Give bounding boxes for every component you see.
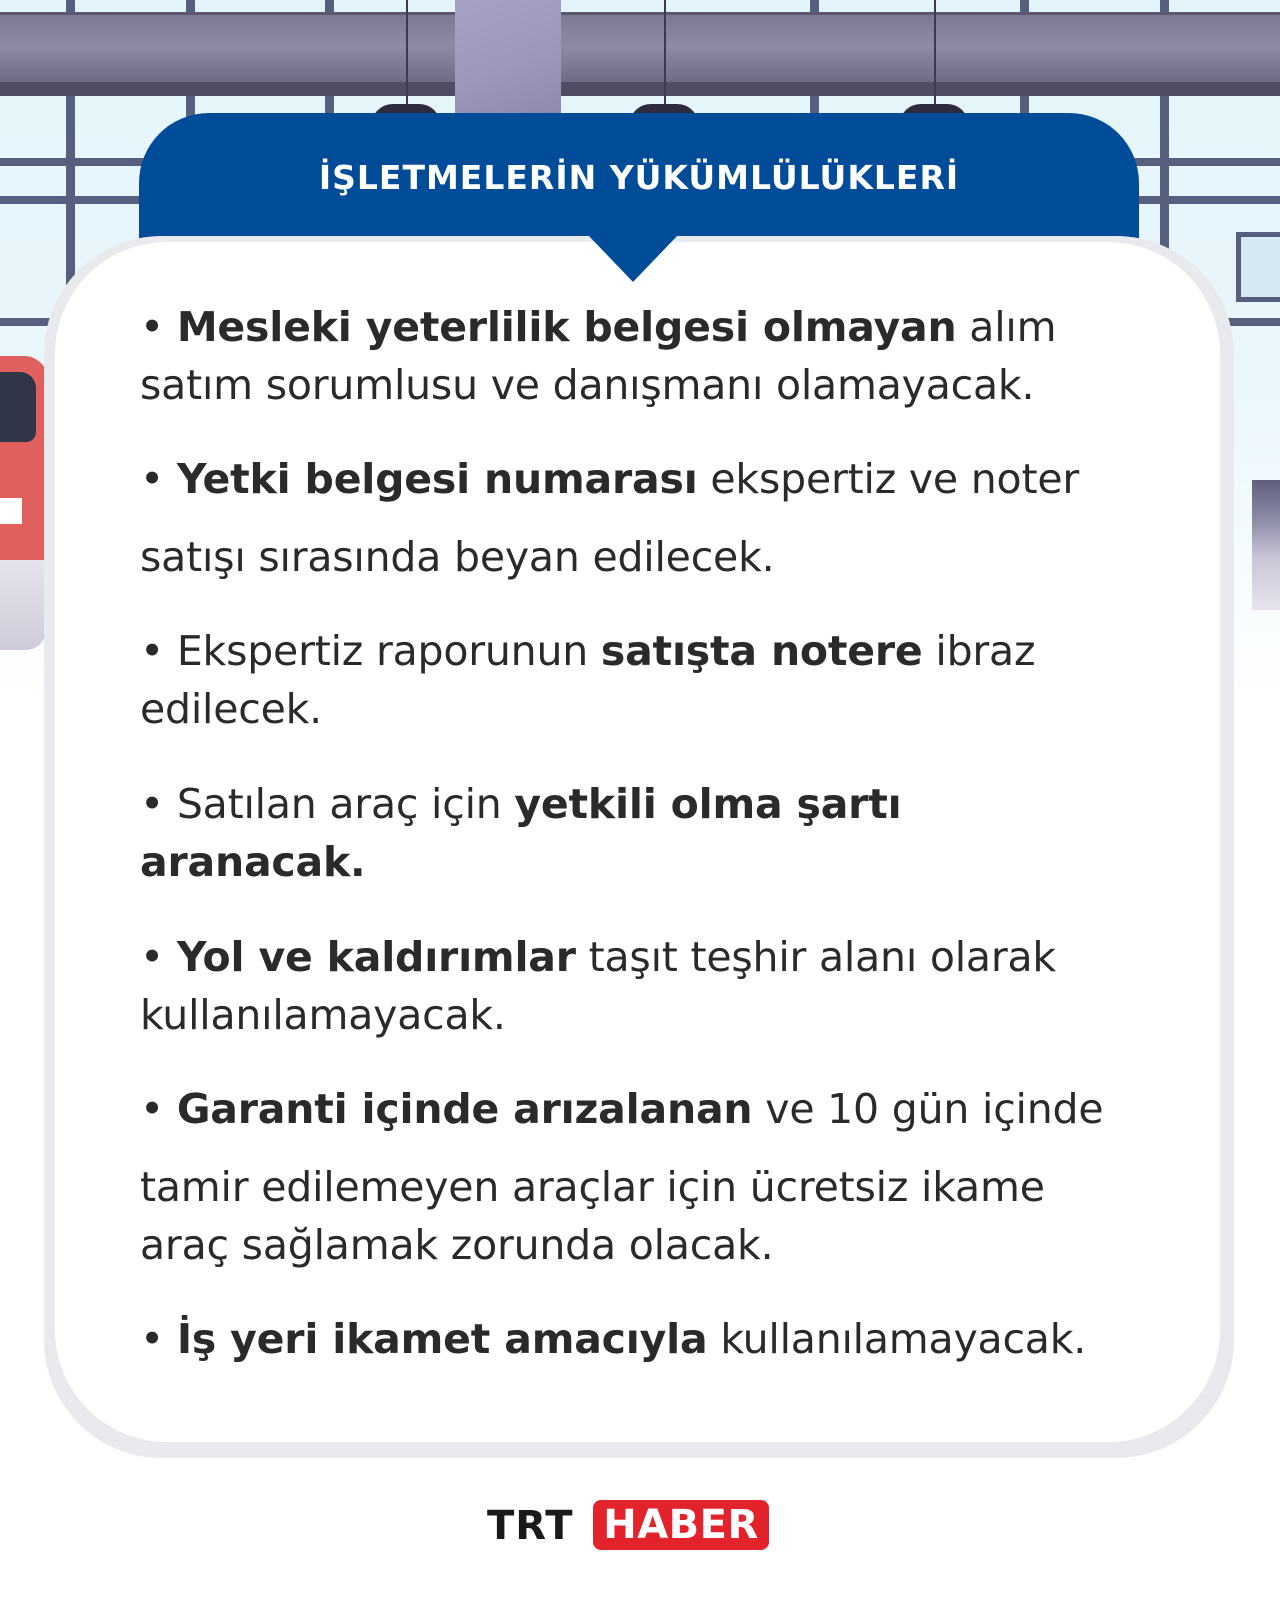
car-wheel: [0, 560, 46, 650]
bullet-line: [140, 450, 1200, 508]
logo-red-box: [593, 1500, 769, 1550]
bullet-text: kullanılamayacak.: [140, 991, 506, 1039]
bullet-text: araç sağlamak zorunda olacak.: [140, 1221, 774, 1269]
bullet-line: [140, 528, 1200, 586]
bullet-line: [140, 356, 1200, 414]
car-plate: [0, 498, 22, 524]
bullet-bold-text: yetkili olma şartı: [514, 780, 902, 828]
logo-haber-text: HABER: [603, 1502, 759, 1548]
bullet-text: satışı sırasında beyan edilecek.: [140, 533, 775, 581]
bullet-text: alım: [956, 303, 1057, 351]
bullet-text: ekspertiz ve noter: [697, 455, 1079, 503]
bullet-item: [140, 775, 1200, 891]
bullet-line: [140, 1158, 1200, 1216]
bullet-line: [140, 1310, 1200, 1368]
bullet-bold-text: İş yeri ikamet amacıyla: [176, 1315, 708, 1363]
ceiling-duct: [0, 12, 1280, 88]
bullet-text: •: [140, 303, 177, 351]
bullet-line: [140, 1216, 1200, 1274]
header-pointer: [587, 234, 679, 282]
bullet-line: [140, 928, 1200, 986]
bullet-line: [140, 1080, 1200, 1138]
bullet-item: [140, 298, 1200, 414]
lamp-cord: [406, 0, 408, 112]
car-window: [0, 372, 36, 442]
bullet-text: kullanılamayacak.: [707, 1315, 1087, 1363]
bullet-text: ve 10 gün içinde: [752, 1085, 1104, 1133]
bullet-bold-text: aranacak.: [140, 838, 366, 886]
bullet-text: satım sorumlusu ve danışmanı olamayacak.: [140, 361, 1035, 409]
bullet-text: •: [140, 1085, 177, 1133]
bullet-bold-text: satışta notere: [600, 627, 923, 675]
ceiling-column: [455, 0, 561, 118]
bullet-line: [140, 680, 1200, 738]
bullet-text: tamir edilemeyen araçlar için ücretsiz ikame: [140, 1163, 1045, 1211]
lamp-cord: [934, 0, 936, 112]
bullet-line: [140, 298, 1200, 356]
logo-trt-text: TRT: [487, 1503, 574, 1549]
bullet-line: [140, 622, 1200, 680]
bullet-line: [140, 833, 1200, 891]
bullet-item: [140, 450, 1200, 586]
bullet-text: •: [140, 1315, 177, 1363]
bullet-bold-text: Garanti içinde arızalanan: [176, 1085, 753, 1133]
bullet-item: [140, 928, 1200, 1044]
bullet-item: [140, 1080, 1200, 1274]
bullet-line: [140, 775, 1200, 833]
bullet-line: [140, 986, 1200, 1044]
bullet-text: edilecek.: [140, 685, 322, 733]
bullet-bold-text: Yetki belgesi numarası: [176, 455, 698, 503]
bullet-text: taşıt teşhir alanı olarak: [575, 933, 1056, 981]
lamp-cord: [664, 0, 666, 112]
ceiling-duct: [0, 82, 1280, 96]
bullet-item: [140, 622, 1200, 738]
window-frame: [1236, 232, 1280, 302]
bullet-text: •: [140, 933, 177, 981]
bullet-bold-text: Yol ve kaldırımlar: [176, 933, 576, 981]
page-title: İŞLETMELERİN YÜKÜMLÜLÜKLERİ: [318, 158, 960, 197]
bullet-item: [140, 1310, 1200, 1368]
bullet-text: • Satılan araç için: [140, 780, 515, 828]
background-strip: [1252, 480, 1280, 610]
bullet-text: • Ekspertiz raporunun: [140, 627, 601, 675]
bullet-bold-text: Mesleki yeterlilik belgesi olmayan: [176, 303, 957, 351]
bullet-text: ibraz: [922, 627, 1036, 675]
bullet-text: •: [140, 455, 177, 503]
